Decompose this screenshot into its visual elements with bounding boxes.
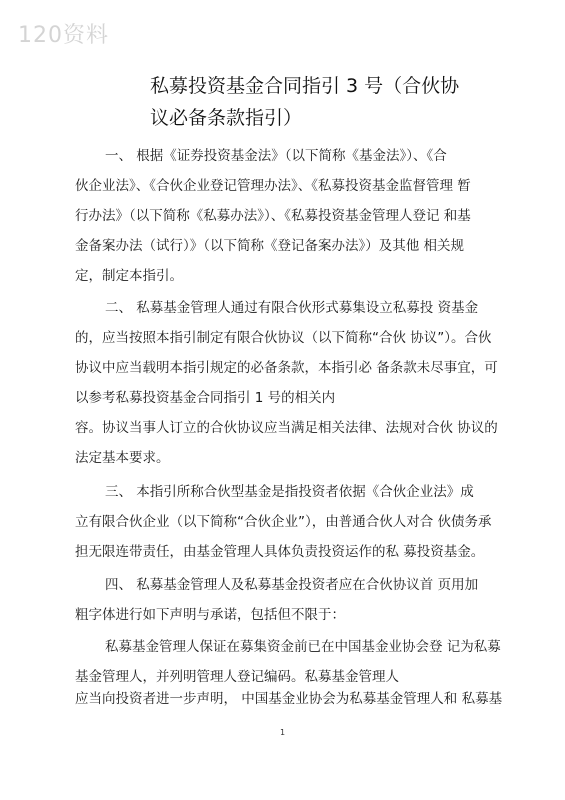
paragraph-line: 的，应当按照本指引制定有限合伙协议（以下简称“合伙 协议”）。合伙	[75, 330, 492, 346]
paragraph-line: 金备案办法（试行）》（以下简称《登记备案办法》）及其他 相关规	[75, 238, 465, 254]
paragraph-line: 以参考私募投资基金合同指引 1 号的相关内	[75, 390, 336, 406]
paragraph-line: 三、 本指引所称合伙型基金是指投资者依据《合伙企业法》成	[105, 484, 474, 500]
paragraph-line: 行办法》（以下简称《私募办法》）、《私募投资基金管理人登记 和基	[75, 208, 471, 224]
paragraph-line: 基金管理人，并列明管理人登记编码。私募基金管理人	[75, 669, 399, 685]
document-title	[150, 70, 530, 134]
paragraph-line: 四、 私募基金管理人及私募基金投资者应在合伙协议首 页用加	[105, 577, 479, 593]
paragraph-line: 私募基金管理人保证在募集资金前已在中国基金业协会登 记为私募	[105, 639, 501, 655]
watermark-logo: 120资料	[18, 23, 109, 48]
paragraph-line: 二、 私募基金管理人通过有限合伙形式募集设立私募投 资基金	[105, 300, 479, 316]
paragraph-line: 定，制定本指引。	[75, 268, 183, 284]
title-line-2: 议必备条款指引）	[150, 107, 303, 129]
paragraph-line: 一、 根据《证券投资基金法》（以下简称《基金法》）、《合	[105, 148, 447, 164]
paragraph-line: 担无限连带责任，由基金管理人具体负责投资运作的私 募投资基金。	[75, 544, 485, 560]
paragraph-line: 立有限合伙企业（以下简称“合伙企业”），由普通合伙人对合 伙债务承	[75, 514, 492, 530]
paragraph-line: 协议中应当载明本指引规定的必备条款，本指引必 备条款未尽事宜，可	[75, 360, 498, 376]
page-number: 1	[279, 728, 286, 737]
paragraph-line: 粗字体进行如下声明与承诺，包括但不限于：	[75, 607, 345, 623]
paragraph-line: 伙企业法》、《合伙企业登记管理办法》、《私募投资基金监督管理 暂	[75, 178, 471, 194]
paragraph-line: 应当向投资者进一步声明， 中国基金业协会为私募基金管理人和 私募基	[75, 691, 503, 707]
title-line-1: 私募投资基金合同指引 3 号（合伙协	[150, 75, 460, 97]
paragraph-line: 法定基本要求。	[75, 450, 170, 466]
paragraph-line: 容。协议当事人订立的合伙协议应当满足相关法律、法规对合伙 协议的	[75, 420, 498, 436]
